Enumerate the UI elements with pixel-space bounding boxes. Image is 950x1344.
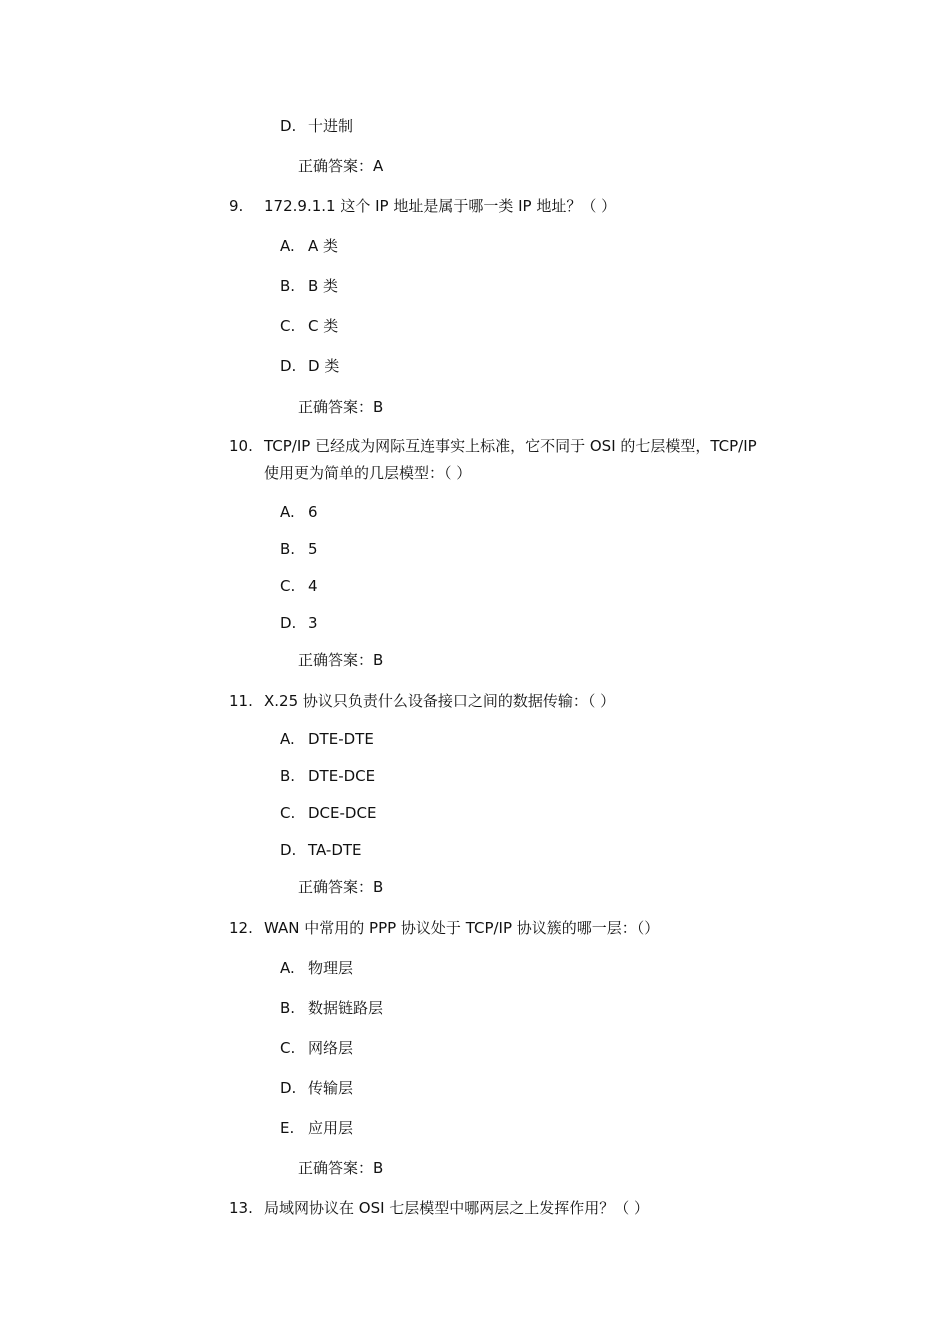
question-number: 13. (229, 1199, 253, 1217)
option-text: C 类 (308, 317, 339, 335)
question-text: 局域网协议在 OSI 七层模型中哪两层之上发挥作用？（ ） (264, 1199, 650, 1217)
question-text: TCP/IP 已经成为网际互连事实上标准，它不同于 OSI 的七层模型，TCP/IP (264, 437, 757, 455)
option-letter: D. (280, 614, 297, 632)
correct-answer: 正确答案：B (298, 398, 384, 416)
option-letter: E. (280, 1119, 295, 1137)
option-letter: D. (280, 841, 297, 859)
option-letter: C. (280, 317, 296, 335)
option-text: DTE-DCE (308, 767, 376, 785)
option-letter: A. (280, 503, 295, 521)
question-number: 11. (229, 692, 253, 710)
option-letter: B. (280, 277, 296, 295)
question-number: 9. (229, 197, 244, 215)
option-text: 5 (308, 540, 318, 558)
option-letter: A. (280, 730, 295, 748)
correct-answer: 正确答案：B (298, 651, 384, 669)
option-letter: C. (280, 1039, 296, 1057)
question-text-continued: 使用更为简单的几层模型：（ ） (264, 464, 472, 482)
correct-answer: 正确答案：A (298, 157, 384, 175)
option-letter: B. (280, 767, 296, 785)
option-letter: B. (280, 999, 296, 1017)
option-text: A 类 (308, 237, 339, 255)
option-letter: D. (280, 117, 297, 135)
correct-answer: 正确答案：B (298, 878, 384, 896)
question-number: 10. (229, 437, 253, 455)
option-text: 数据链路层 (308, 999, 384, 1017)
option-text: 4 (308, 577, 318, 595)
option-letter: D. (280, 357, 297, 375)
question-text: WAN 中常用的 PPP 协议处于 TCP/IP 协议簇的哪一层：（） (264, 919, 660, 937)
question-text: 172.9.1.1 这个 IP 地址是属于哪一类 IP 地址？（ ） (264, 197, 617, 215)
correct-answer: 正确答案：B (298, 1159, 384, 1177)
option-text: 十进制 (308, 117, 354, 135)
option-text: 传输层 (308, 1079, 354, 1097)
option-letter: B. (280, 540, 296, 558)
option-text: 应用层 (308, 1119, 354, 1137)
option-text: DTE-DTE (308, 730, 374, 748)
option-letter: D. (280, 1079, 297, 1097)
option-text: 物理层 (308, 959, 354, 977)
option-text: 3 (308, 614, 318, 632)
option-letter: C. (280, 577, 296, 595)
option-text: TA-DTE (308, 841, 362, 859)
option-text: 网络层 (308, 1039, 354, 1057)
option-letter: C. (280, 804, 296, 822)
option-text: DCE-DCE (308, 804, 377, 822)
option-text: B 类 (308, 277, 339, 295)
option-letter: A. (280, 237, 295, 255)
question-number: 12. (229, 919, 253, 937)
question-text: X.25 协议只负责什么设备接口之间的数据传输：（ ） (264, 692, 616, 710)
option-letter: A. (280, 959, 295, 977)
option-text: D 类 (308, 357, 340, 375)
option-text: 6 (308, 503, 318, 521)
